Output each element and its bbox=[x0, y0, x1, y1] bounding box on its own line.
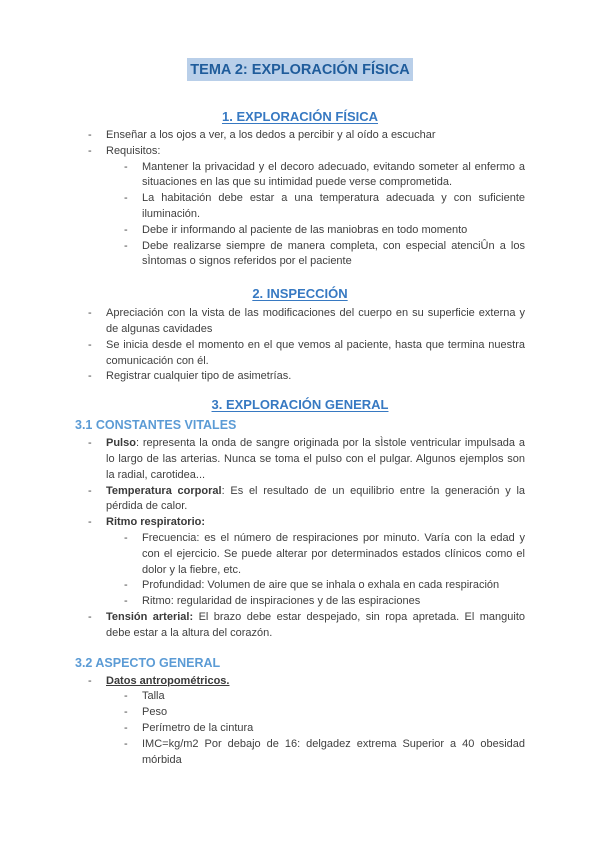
list-item bbox=[75, 531, 525, 578]
list-item bbox=[75, 484, 525, 516]
bullet-dash: - bbox=[124, 223, 128, 236]
list-item bbox=[75, 223, 525, 239]
section-1-heading: 1. EXPLORACIÓN FÍSICA bbox=[221, 109, 379, 124]
list-item-text bbox=[106, 674, 525, 690]
list-item-text: Perímetro de la cintura bbox=[142, 721, 254, 734]
list-item bbox=[75, 239, 525, 271]
list-item-text: IMC=kg/m2 Por debajo de 16: delgadez extrema Superior a 40 obesidad mórbida bbox=[142, 737, 525, 766]
bullet-dash: - bbox=[124, 579, 128, 592]
term-label: Datos antropométricos. bbox=[106, 674, 230, 687]
list-item bbox=[75, 578, 525, 594]
list-item bbox=[75, 306, 525, 338]
list-item bbox=[75, 515, 525, 531]
document-title: TEMA 2: EXPLORACIÓN FÍSICA bbox=[187, 58, 412, 81]
bullet-dash: - bbox=[88, 674, 92, 687]
list-item bbox=[75, 721, 525, 737]
list-item-text: Profundidad: Volumen de aire que se inhala o exhala en cada respiración bbox=[142, 579, 500, 592]
list-item-text: Frecuencia: es el número de respiraciones por minuto. Varía con la edad y con el ejercicio. Se puede alterar por determinados estados clínicos como el dolor y la fiebre, etc. bbox=[142, 531, 525, 576]
term-definition: El brazo debe estar despejado, sin ropa apretada. El manguito debe estar a la altura del corazón. bbox=[106, 610, 526, 639]
list-item-text bbox=[106, 515, 525, 531]
list-item-text: La habitación debe estar a una temperatura adecuada y con suficiente iluminación. bbox=[142, 192, 525, 220]
bullet-dash: - bbox=[124, 160, 128, 173]
list-item-text: Apreciación con la vista de las modificaciones del cuerpo en su superficie externa y de algunas cavidades bbox=[106, 307, 525, 335]
bullet-dash: - bbox=[88, 437, 92, 450]
list-item-text: Registrar cualquier tipo de asimetrías. bbox=[106, 370, 292, 383]
subsection-3-2-heading: 3.2 ASPECTO GENERAL bbox=[75, 655, 221, 670]
list-item-text: Debe realizarse siempre de manera completa, con especial atenciÛn a los sÌntomas o signos referidos por el paciente bbox=[142, 239, 525, 268]
list-item-text: Requisitos: bbox=[106, 144, 161, 157]
list-item bbox=[75, 674, 525, 690]
list-item-text: Talla bbox=[142, 690, 165, 703]
list-item bbox=[75, 737, 525, 769]
bullet-dash: - bbox=[88, 338, 92, 351]
section-3-heading: 3. EXPLORACIÓN GENERAL bbox=[211, 397, 389, 413]
term-label: Tensión arterial: bbox=[106, 610, 194, 623]
list-item-text: Se inicia desde el momento en el que vemos al paciente, hasta que termina nuestra comunicación con él. bbox=[106, 338, 525, 367]
section-2-heading: 2. INSPECCIÓN bbox=[252, 286, 348, 302]
bullet-dash: - bbox=[124, 690, 128, 703]
bullet-dash: - bbox=[88, 370, 92, 383]
bullet-dash: - bbox=[124, 192, 128, 205]
list-item bbox=[75, 610, 525, 642]
list-item bbox=[75, 369, 525, 385]
term-label: Ritmo respiratorio: bbox=[106, 516, 206, 529]
list-item bbox=[75, 689, 525, 705]
bullet-dash: - bbox=[88, 129, 92, 141]
list-item bbox=[75, 128, 525, 144]
list-item-text: Peso bbox=[142, 706, 168, 719]
title-row bbox=[75, 58, 525, 81]
list-item bbox=[75, 144, 525, 160]
bullet-dash: - bbox=[88, 484, 92, 497]
term-definition: : representa la onda de sangre originada por la sÌstole ventricular impulsada a lo largo de las arterias. Nunca se toma el pulso con el pulgar. Algunos ejemplos son la radial, carotidea... bbox=[106, 437, 525, 481]
list-item-text: Debe ir informando al paciente de las maniobras en todo momento bbox=[142, 223, 468, 236]
list-item-text: Ritmo: regularidad de inspiraciones y de las espiraciones bbox=[142, 595, 421, 608]
bullet-dash: - bbox=[124, 721, 128, 734]
bullet-dash: - bbox=[88, 307, 92, 320]
list-item-text: Mantener la privacidad y el decoro adecuado, evitando someter al enfermo a situaciones en las que su intimidad puede verse comprometida. bbox=[142, 160, 525, 189]
list-item bbox=[75, 705, 525, 721]
list-item bbox=[75, 594, 525, 610]
list-item-text: Enseñar a los ojos a ver, a los dedos a percibir y al oído a escuchar bbox=[106, 129, 436, 141]
list-item bbox=[75, 338, 525, 370]
subsection-3-1-heading: 3.1 CONSTANTES VITALES bbox=[75, 418, 237, 433]
list-item-text bbox=[106, 610, 525, 642]
term-definition: : Es el resultado de un equilibrio entre la generación y la pérdida de calor. bbox=[106, 484, 526, 513]
list-item bbox=[75, 191, 525, 223]
bullet-dash: - bbox=[124, 239, 128, 252]
term-label: Pulso bbox=[106, 437, 136, 450]
bullet-dash: - bbox=[88, 610, 92, 623]
list-item bbox=[75, 436, 525, 483]
bullet-dash: - bbox=[88, 516, 92, 529]
list-item-text bbox=[106, 484, 525, 516]
bullet-dash: - bbox=[88, 144, 92, 157]
term-label: Temperatura corporal bbox=[106, 484, 222, 497]
list-item-text bbox=[106, 436, 525, 483]
bullet-dash: - bbox=[124, 595, 128, 608]
bullet-dash: - bbox=[124, 706, 128, 719]
bullet-dash: - bbox=[124, 531, 128, 544]
bullet-dash: - bbox=[124, 737, 128, 750]
list-item bbox=[75, 160, 525, 192]
